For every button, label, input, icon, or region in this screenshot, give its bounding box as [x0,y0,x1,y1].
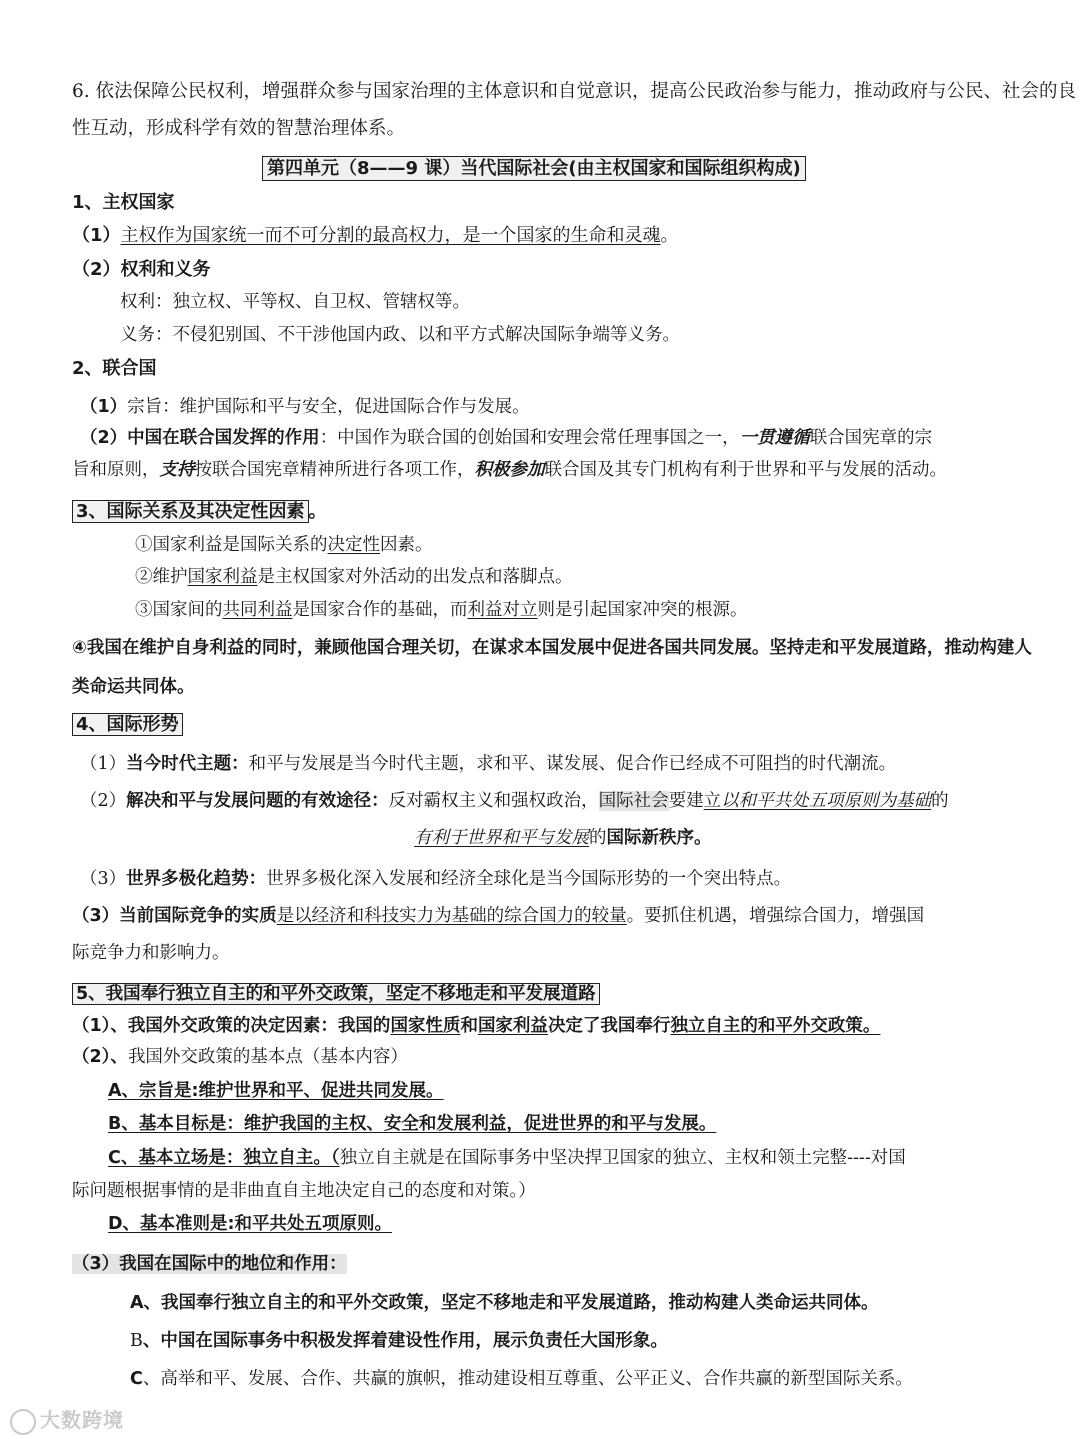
text: 决定了我国奉行 [547,1016,671,1036]
section-4-point-1 [80,754,896,776]
heading-box: 4、国际形势 [72,713,183,736]
text: 要建 [668,791,704,811]
section-3-heading [72,501,327,524]
basic-point-a: A、宗旨是:维护世界和平、促进共同发展。 [108,1081,444,1101]
status-point-a: A、我国奉行独立自主的和平外交政策，坚定不移地走和平发展道路，推动构建人类命运共同体。 [130,1293,879,1313]
text: 的 [589,828,607,848]
section-3-item-1 [135,535,433,557]
section-3-item-4-line-1: ④我国在维护自身利益的同时，兼顾他国合理关切，在谋求本国发展中促进各国共同发展。坚持走和平发展道路，推动构建人 [72,638,1032,658]
section-4-point-2-line-1 [80,791,949,813]
text: ：中国作为联合国的创始国和安理会常任理事国之一， [319,428,740,448]
label: 世界多极化趋势： [126,869,267,889]
section-1-point-2: （2）权利和义务 [72,259,211,280]
basic-point-c-line-1 [108,1148,906,1170]
section-4-heading [72,714,183,737]
text: 和平与发展是当今时代主题，求和平、谋发展、促合作已经成不可阻挡的时代潮流。 [248,754,897,774]
basic-point-d: D、基本准则是:和平共处五项原则。 [108,1214,393,1234]
watermark [10,1404,124,1435]
rights-line: 权利：独立权、平等权、自卫权、管辖权等。 [120,292,470,312]
unit-title-text: 第四单元（8——9 课）当代国际社会(由主权国家和国际组织构成) [262,156,806,181]
section-4-point-2-line-2 [414,828,712,850]
underlined-italic: 以和平共处五项原则为基础 [721,791,932,811]
section-3-item-2 [135,567,573,589]
text: 我国外交政策的基本点（基本内容） [127,1047,408,1067]
basic-point-b: B、基本目标是：维护我国的主权、安全和发展利益，促进世界的和平与发展。 [108,1114,717,1134]
text: 旨和原则， [72,460,160,480]
punct: 。 [308,501,327,522]
underlined: 决定性 [327,535,380,555]
underlined: 共同利益 [222,600,293,620]
paragraph-6-line-2: 性互动，形成科学有效的智慧治理体系。 [72,118,406,139]
text: 、中国在国际事务中积极发挥着建设性作用，展示负责任大国形象。 [142,1331,668,1351]
heading-box: 5、我国奉行独立自主的和平外交政策，坚定不移地走和平发展道路 [72,983,600,1005]
underlined: 国家利益 [477,1016,548,1036]
section-5-point-3 [72,1254,347,1276]
text: 联合国及其专门机构有利于世界和平与发展的活动。 [544,460,947,480]
text: 。要抓住机遇，增强综合国力，增强国 [626,906,925,926]
section-4-point-3 [80,869,791,891]
emphasis: 支持 [159,460,195,480]
unit-title [262,158,806,181]
point-number: （2） [80,791,127,811]
text: 是国家合作的基础，而 [292,600,468,620]
text: ③国家间的 [135,600,223,620]
point-number: （1） [80,754,127,774]
letter: C [130,1369,143,1389]
text: ①国家利益是国际关系的 [135,535,328,555]
section-1-heading: 1、主权国家 [72,192,175,213]
paragraph-6-line-1: 6. 依法保障公民权利，增强群众参与国家治理的主体意识和自觉意识，提高公民政治参与能力，推动政府与公民、社会的良 [72,81,1077,102]
label: （3）当前国际竞争的实质 [72,906,277,926]
label: 当今时代主题： [126,754,249,774]
watermark-logo-icon [10,1409,36,1435]
section-3-item-4-line-2: 类命运共同体。 [72,677,195,697]
status-point-c [130,1369,913,1391]
point-number: （3） [80,869,127,889]
underlined: 国家性质 [390,1016,461,1036]
basic-point-c-line-2: 际问题根据事情的是非曲直自主地决定自己的态度和对策。） [72,1181,536,1201]
text: 是主权国家对外活动的出发点和落脚点。 [257,567,573,587]
emphasis: 积极参加 [474,460,545,480]
section-5-point-2 [72,1047,408,1069]
un-purpose: 宗旨：维护国际和平与安全，促进国际合作与发展。 [127,397,530,417]
section-2-point-2-line-2 [72,460,947,482]
text: （1）、我国外交政策的决定因素：我国的 [72,1016,391,1036]
shaded-label: （3）我国在国际中的地位和作用： [72,1254,347,1274]
section-2-point-1 [80,397,530,419]
text: 则是引起国家冲突的根源。 [537,600,748,620]
section-2-heading: 2、联合国 [72,358,157,379]
china-role-label: （2）中国在联合国发挥的作用 [80,428,320,448]
section-3-item-3 [135,600,748,622]
underlined-italic: 有利于世界和平与发展 [414,828,589,848]
letter: B [130,1331,143,1351]
heading-box: 3、国际关系及其决定性因素 [72,500,309,523]
text: ②维护 [135,567,188,587]
text: 按联合国宪章精神所进行各项工作， [194,460,475,480]
label: （2）、 [72,1047,128,1067]
label: 解决和平与发展问题的有效途径： [126,791,389,811]
section-1-point-1 [72,225,679,248]
status-point-b [130,1331,668,1353]
punct: 。 [660,225,679,246]
text: 独立自主就是在国际事务中坚决捍卫国家的独立、主权和领土完整----对国 [339,1148,906,1168]
text: 、高举和平、发展、合作、共赢的旗帜，推动建设相互尊重、公平正义、合作共赢的新型国际关系。 [142,1369,913,1389]
section-2-point-2-line-1 [80,428,932,450]
text: 世界多极化深入发展和经济全球化是当今国际形势的一个突出特点。 [266,869,792,889]
shaded: 国际社会 [598,791,669,811]
underlined: 是以经济和科技实力为基础的综合国力的较量 [276,906,627,926]
sovereignty-definition: 主权作为国家统一而不可分割的最高权力，是一个国家的生命和灵魂 [120,225,661,246]
underlined: 独立自主的和平外交政策。 [670,1016,881,1036]
text: 因素。 [380,535,433,555]
section-5-point-1 [72,1016,880,1038]
emphasis: 国际新秩序。 [606,828,712,848]
watermark-text: 大数跨境 [40,1408,124,1432]
emphasis: 一贯遵循 [739,428,810,448]
point-number: （1） [72,225,121,246]
underlined: 国家利益 [187,567,258,587]
text: 的 [931,791,949,811]
section-4-point-4-line-1 [72,906,924,928]
text: 联合国宪章的宗 [809,428,933,448]
point-number: （1） [80,397,128,417]
section-5-heading [72,984,600,1006]
label: C、基本立场是：独立自主。（ [108,1148,340,1168]
duties-line: 义务：不侵犯别国、不干涉他国内政、以和平方式解决国际争端等义务。 [120,325,680,345]
underlined: 利益对立 [467,600,538,620]
text: 反对霸权主义和强权政治， [388,791,599,811]
underlined: 立 [703,791,722,811]
section-4-point-4-line-2: 际竞争力和影响力。 [72,943,230,963]
text: 和 [460,1016,478,1036]
